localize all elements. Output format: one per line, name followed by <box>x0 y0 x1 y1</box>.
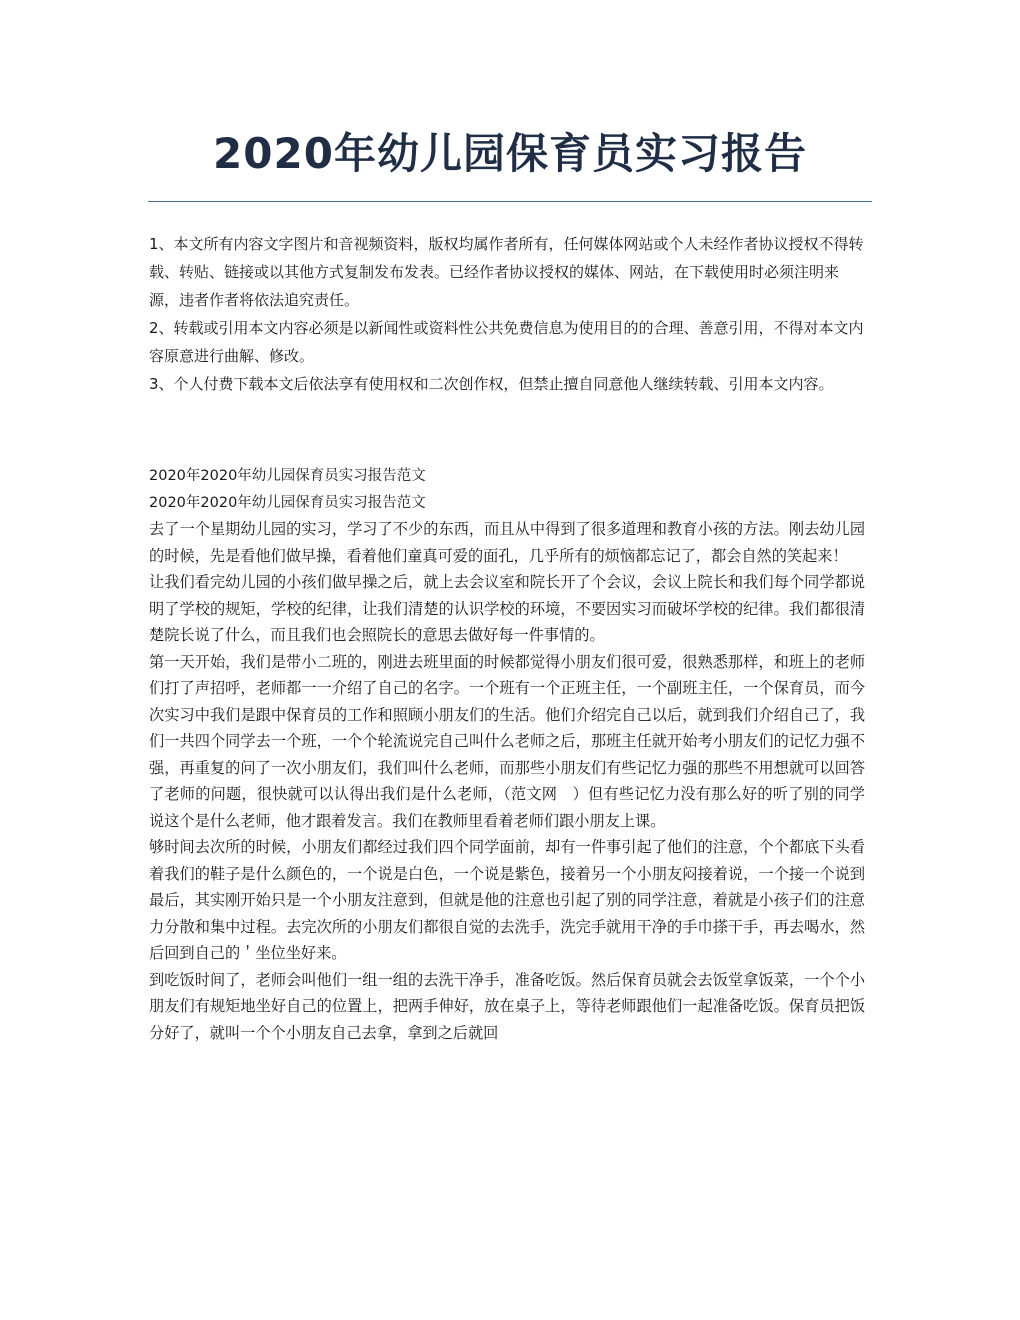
paragraph-2: 让我们看完幼儿园的小孩们做早操之后，就上去会议室和院长开了个会议，会议上院长和我们每个同学都说明了学校的规矩，学校的纪律，让我们清楚的认识学校的环境，不要因实习而破坏学校的纪律。我们都很清楚院长说了什么，而且我们也会照院长的意思去做好每一件事情的。 <box>149 573 865 644</box>
page-title: 2020年幼儿园保育员实习报告 <box>213 129 807 178</box>
report-body <box>149 463 865 1046</box>
notice-item-3: 3、个人付费下载本文后依法享有使用权和二次创作权，但禁止擅自同意他人继续转载、引用本文内容。 <box>149 375 834 393</box>
subtitle-line-2: 2020年2020年幼儿园保育员实习报告范文 <box>149 494 426 511</box>
title-divider <box>148 201 872 202</box>
paragraph-4: 够时间去次所的时候，小朋友们都经过我们四个同学面前，却有一件事引起了他们的注意，个个都底下头看着我们的鞋子是什么颜色的，一个说是白色，一个说是紫色，接着另一个小朋友闷接着说，一个接一个说到最后，其实刚开始只是一个小朋友注意到，但就是他的注意也引起了别的同学注意，着就是小孩子们的注意力分散和集中过程。去完次所的小朋友们都很自觉的去洗手，洗完手就用干净的手巾搽干手，再去喝水，然后回到自己的＇坐位坐好来。 <box>149 838 865 962</box>
notice-item-2: 2、转载或引用本文内容必须是以新闻性或资料性公共免费信息为使用目的的合理、善意引用，不得对本文内容原意进行曲解、修改。 <box>149 319 864 365</box>
paragraph-1: 去了一个星期幼儿园的实习，学习了不少的东西，而且从中得到了很多道理和教育小孩的方法。刚去幼儿园的时候，先是看他们做早操，看着他们童真可爱的面孔，几乎所有的烦恼都忘记了，都会自然的笑起来！ <box>149 520 865 565</box>
notice-item-1: 1、本文所有内容文字图片和音视频资料，版权均属作者所有，任何媒体网站或个人未经作者协议授权不得转载、转贴、链接或以其他方式复制发布发表。已经作者协议授权的媒体、网站，在下载使用时必须注明来源，违者作者将依法追究责任。 <box>149 235 864 309</box>
paragraph-3: 第一天开始，我们是带小二班的，刚进去班里面的时候都觉得小朋友们很可爱，很熟悉那样，和班上的老师们打了声招呼，老师都一一介绍了自己的名字。一个班有一个正班主任，一个副班主任，一个保育员，而今次实习中我们是跟中保育员的工作和照顾小朋友们的生活。他们介绍完自己以后，就到我们介绍自己了，我们一共四个同学去一个班，一个个轮流说完自己叫什么老师之后，那班主任就开始考小朋友们的记忆力强不强，再重复的问了一次小朋友们，我们叫什么老师，而那些小朋友们有些记忆力强的那些不用想就可以回答了老师的问题，很快就可以认得出我们是什么老师，（范文网 ）但有些记忆力没有那么好的听了别的同学说这个是什么老师，他才跟着发言。我们在教师里看着老师们跟小朋友上课。 <box>149 652 865 830</box>
subtitle-line-1: 2020年2020年幼儿园保育员实习报告范文 <box>149 468 426 484</box>
paragraph-5: 到吃饭时间了，老师会叫他们一组一组的去洗干净手，准备吃饭。然后保育员就会去饭堂拿饭菜，一个个小朋友们有规矩地坐好自己的位置上，把两手伸好，放在桌子上，等待老师跟他们一起准备吃饭。保育员把饭分好了，就叫一个个小朋友自己去拿，拿到之后就回 <box>149 970 865 1042</box>
copyright-notice <box>149 230 865 398</box>
